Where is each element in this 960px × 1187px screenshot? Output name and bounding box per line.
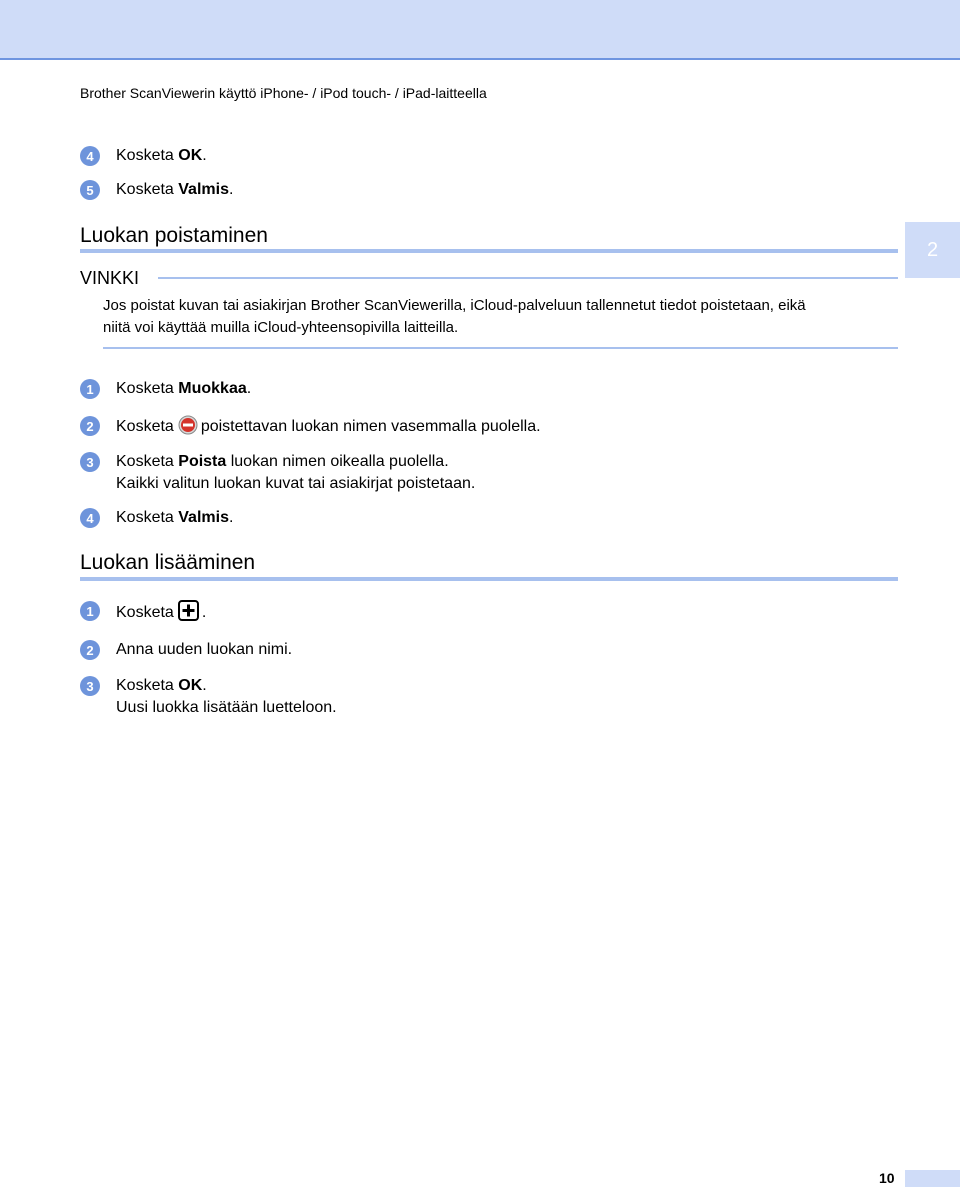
- chapter-tab: 2: [905, 222, 960, 278]
- step-number-badge: 2: [80, 416, 100, 436]
- note-label: VINKKI: [80, 268, 140, 288]
- step-subtext: Kaikki valitun luokan kuvat tai asiakirjat poistetaan.: [116, 475, 476, 492]
- muokkaa-label: Muokkaa: [178, 380, 247, 397]
- step-subtext: Uusi luokka lisätään luetteloon.: [116, 699, 337, 716]
- delete-minus-icon: [178, 415, 198, 441]
- add-plus-icon: [178, 600, 199, 627]
- valmis-label: Valmis: [178, 181, 229, 198]
- step-number-badge: 3: [80, 676, 100, 696]
- step-number-badge: 3: [80, 452, 100, 472]
- note-body: [103, 295, 903, 339]
- page-number: 10: [879, 1170, 895, 1186]
- step-number-badge: 1: [80, 601, 100, 621]
- running-header: Brother ScanViewerin käyttö iPhone- / iPod touch- / iPad-laitteella: [80, 85, 487, 101]
- section-title-add: Luokan lisääminen: [80, 551, 256, 574]
- note-line: niitä voi käyttää muilla iCloud-yhteensopivilla laitteilla.: [103, 319, 459, 336]
- step-number-badge: 2: [80, 640, 100, 660]
- step-number-badge: 1: [80, 379, 100, 399]
- section-title-delete: Luokan poistaminen: [80, 224, 268, 247]
- section-rule: [80, 577, 898, 581]
- note-bottom-rule: [103, 347, 898, 349]
- note-rule: [158, 277, 898, 279]
- header-band: [0, 0, 960, 60]
- note-line: Jos poistat kuvan tai asiakirjan Brother ScanViewerilla, iCloud-palveluun tallennetut tiedot poistetaan, eikä: [103, 297, 806, 314]
- ok-label: OK: [178, 147, 203, 164]
- step-number-badge: 4: [80, 508, 100, 528]
- ok-label: OK: [178, 677, 203, 694]
- valmis-label: Valmis: [178, 509, 229, 526]
- page-tab: [905, 1170, 960, 1187]
- poista-label: Poista: [178, 453, 227, 470]
- section-rule: [80, 249, 898, 253]
- step-number-badge: 4: [80, 146, 100, 166]
- step-number-badge: 5: [80, 180, 100, 200]
